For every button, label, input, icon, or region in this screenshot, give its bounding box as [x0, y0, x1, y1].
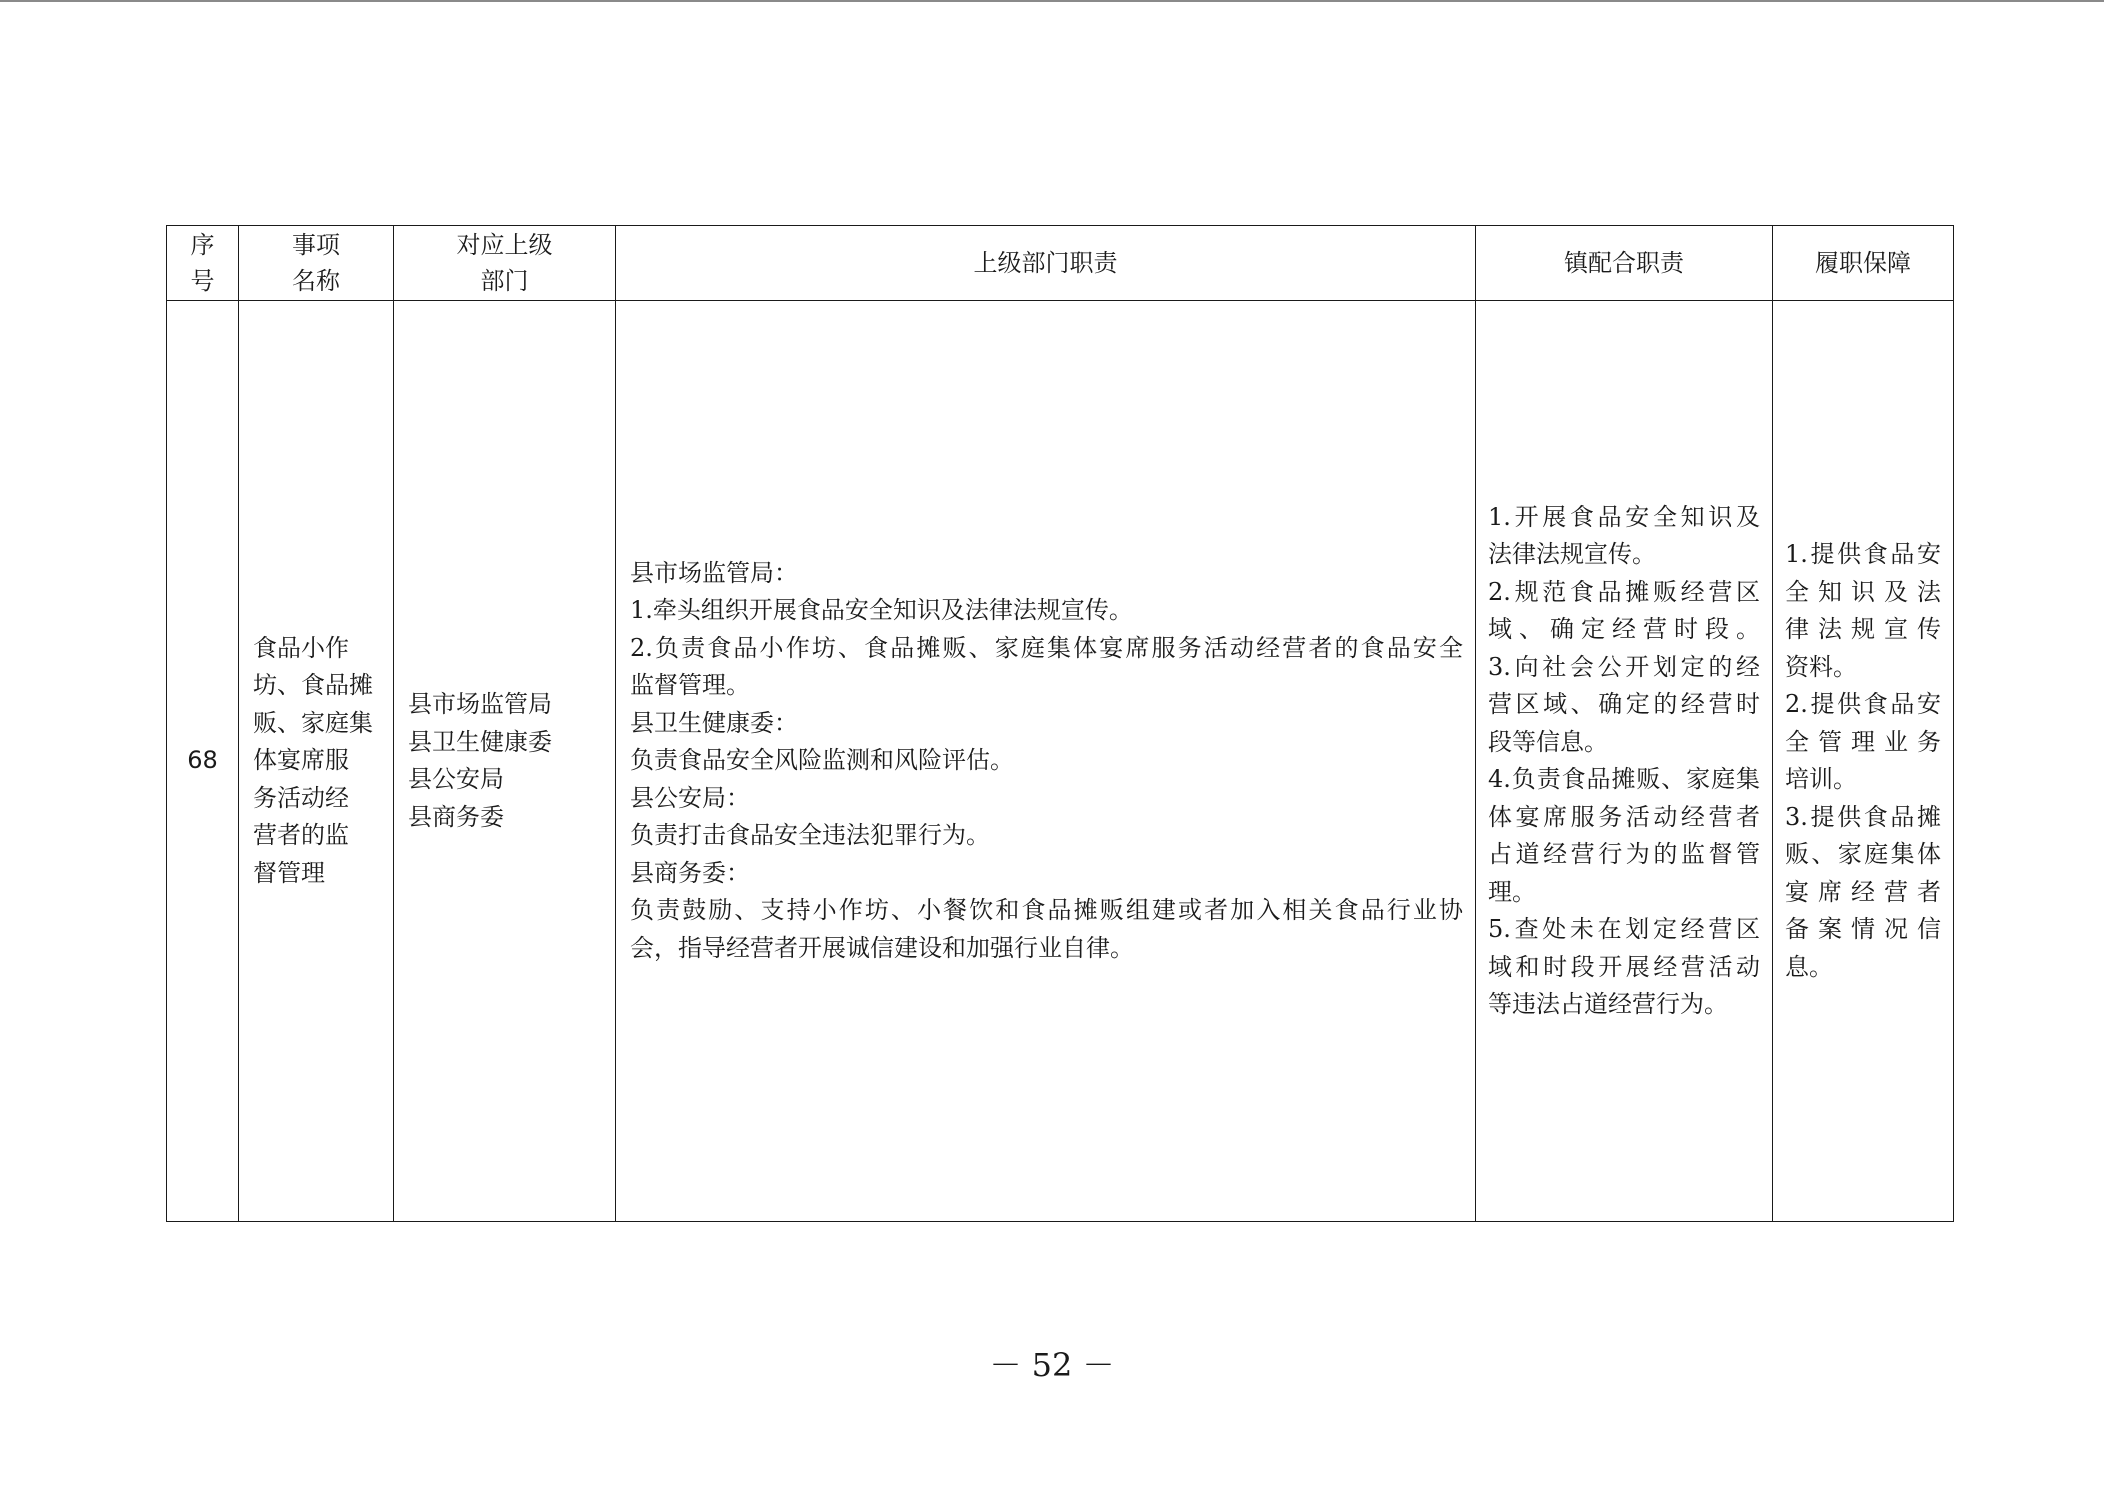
duty-line: 会，指导经营者开展诚信建设和加强行业自律。	[630, 933, 1134, 962]
department-line: 县公安局	[408, 765, 504, 793]
item-name-line: 贩、家庭集	[253, 708, 373, 737]
town-duty-line: 4.负责食品摊贩、家庭集	[1488, 765, 1760, 793]
table-header-row	[167, 226, 1954, 301]
town-duty-line: 域、确定经营时段。	[1488, 615, 1760, 643]
guarantee-line: 2.提供食品安	[1785, 690, 1941, 718]
town-duties-cell	[1476, 301, 1773, 1222]
duty-line: 1.牵头组织开展食品安全知识及法律法规宣传。	[630, 596, 1133, 625]
duty-line: 2.负责食品小作坊、食品摊贩、家庭集体宴席服务活动经营者的食品安全	[630, 633, 1463, 662]
duty-line: 负责食品安全风险监测和风险评估。	[630, 746, 1014, 775]
guarantee-cell	[1773, 301, 1954, 1222]
page-number: － 52 －	[989, 1346, 1115, 1384]
item-name-line: 体宴席服	[253, 746, 349, 775]
serial-number-cell: 68	[167, 301, 239, 1222]
superior-department-cell	[394, 301, 616, 1222]
guarantee-line: 1.提供食品安	[1785, 540, 1941, 568]
responsibility-table	[166, 225, 1954, 1222]
header-guarantee: 履职保障	[1773, 226, 1954, 301]
header-serial-number: 序 号	[167, 226, 239, 301]
guarantee-line: 培训。	[1785, 765, 1857, 793]
town-duty-line: 体宴席服务活动经营者	[1488, 802, 1760, 831]
department-line: 县卫生健康委	[408, 727, 552, 756]
guarantee-line: 资料。	[1785, 652, 1857, 681]
town-duty-line: 段等信息。	[1488, 727, 1608, 756]
item-name-line: 务活动经	[253, 783, 349, 812]
duty-line: 县市场监管局：	[630, 558, 798, 587]
town-duty-line: 5.查处未在划定经营区	[1488, 915, 1760, 943]
duty-line: 负责鼓励、支持小作坊、小餐饮和食品摊贩组建或者加入相关食品行业协	[630, 896, 1463, 925]
header-superior-department: 对应上级 部门	[394, 226, 616, 301]
item-name-line: 营者的监	[253, 821, 349, 850]
town-duty-line: 法律法规宣传。	[1488, 540, 1656, 568]
town-duty-line: 营区域、确定的经营时	[1488, 690, 1760, 718]
duty-line: 县商务委：	[630, 858, 750, 887]
town-duty-line: 3.向社会公开划定的经	[1488, 652, 1760, 681]
guarantee-line: 备案情况信	[1785, 915, 1941, 943]
superior-duties-cell	[616, 301, 1476, 1222]
top-border-line	[0, 0, 2104, 2]
item-name-line: 坊、食品摊	[253, 671, 373, 700]
guarantee-line: 宴席经营者	[1785, 877, 1941, 906]
duty-line: 负责打击食品安全违法犯罪行为。	[630, 821, 990, 850]
guarantee-line: 贩、家庭集体	[1785, 840, 1941, 868]
header-town-duties: 镇配合职责	[1476, 226, 1773, 301]
town-duty-line: 1.开展食品安全知识及	[1488, 502, 1760, 531]
duty-line: 监督管理。	[630, 671, 750, 700]
town-duty-line: 等违法占道经营行为。	[1488, 990, 1728, 1018]
town-duty-line: 占道经营行为的监督管	[1488, 840, 1760, 868]
guarantee-line: 律法规宣传	[1785, 615, 1941, 643]
town-duty-line: 域和时段开展经营活动	[1488, 952, 1760, 981]
town-duty-line: 理。	[1488, 877, 1536, 906]
department-line: 县商务委	[408, 802, 504, 831]
item-name-line: 督管理	[253, 858, 325, 887]
duty-line: 县卫生健康委：	[630, 708, 798, 737]
table-row	[167, 301, 1954, 1222]
item-name-line: 食品小作	[253, 633, 349, 662]
header-superior-duties: 上级部门职责	[616, 226, 1476, 301]
guarantee-line: 全管理业务	[1785, 727, 1941, 756]
item-name-cell	[239, 301, 394, 1222]
guarantee-line: 全知识及法	[1785, 577, 1941, 606]
town-duty-line: 2.规范食品摊贩经营区	[1488, 577, 1760, 606]
header-item-name: 事项 名称	[239, 226, 394, 301]
guarantee-line: 息。	[1785, 952, 1833, 981]
duty-line: 县公安局：	[630, 783, 750, 812]
guarantee-line: 3.提供食品摊	[1785, 802, 1941, 831]
department-line: 县市场监管局	[408, 690, 552, 718]
